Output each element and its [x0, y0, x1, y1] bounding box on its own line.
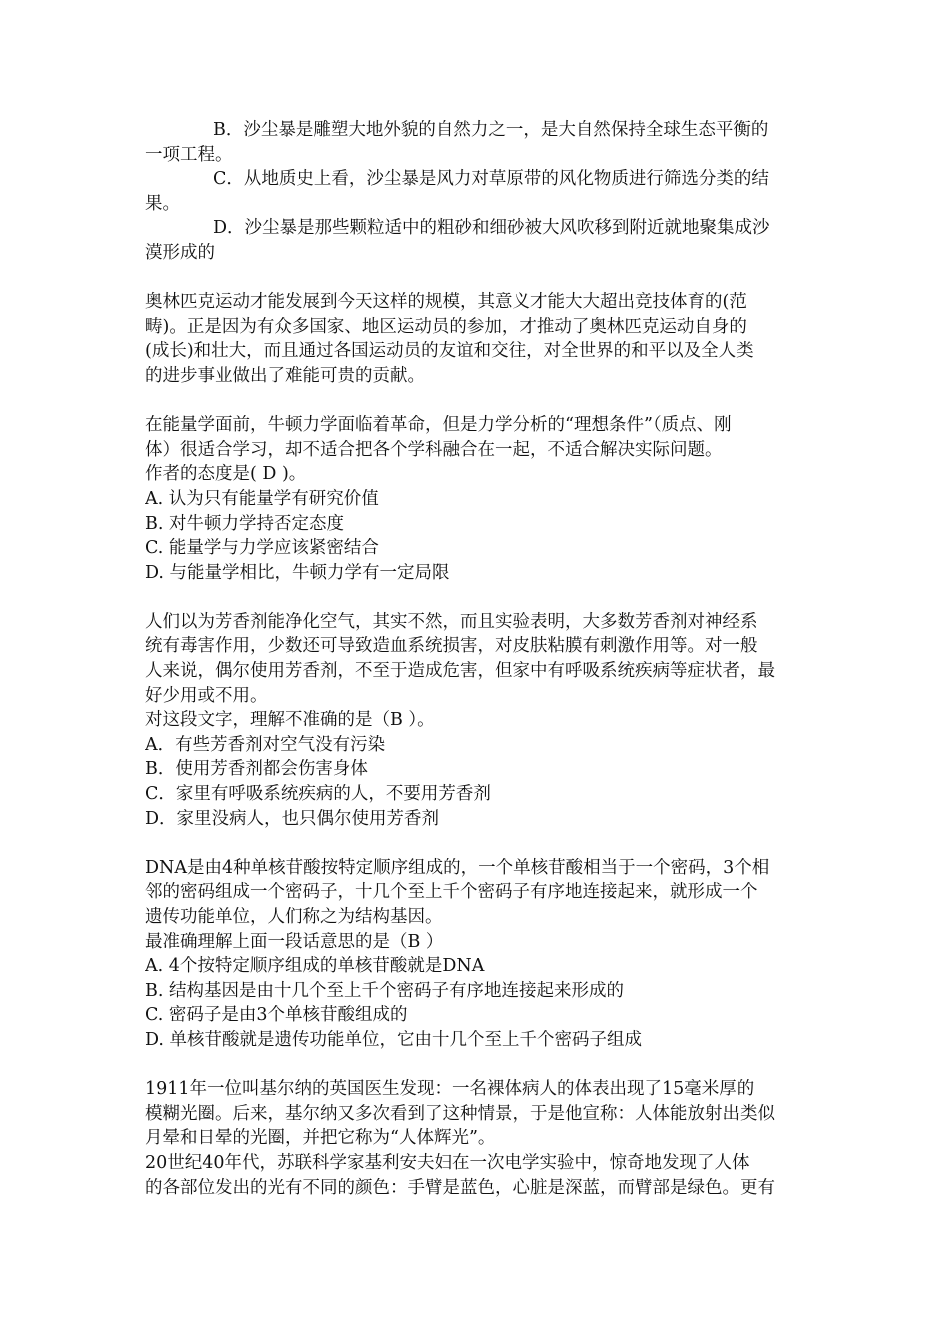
- paragraph-line: DNA是由4种单核苷酸按特定顺序组成的，一个单核苷酸相当于一个密码，3个相: [145, 857, 770, 878]
- option-d: D. 单核苷酸就是遗传功能单位，它由十几个至上千个密码子组成: [145, 1029, 643, 1050]
- option-c: C. 能量学与力学应该紧密结合: [145, 538, 379, 559]
- spacer: [145, 831, 815, 856]
- document-body: [145, 118, 815, 1200]
- option-d: D．沙尘暴是那些颗粒适中的粗砂和细砂被大风吹移到附近就地聚集成沙: [213, 218, 770, 239]
- option-d-cont: 漠形成的: [145, 242, 215, 263]
- paragraph-line: 邻的密码组成一个密码子，十几个至上千个密码子有序地连接起来，就形成一个: [145, 882, 758, 903]
- paragraph-line: 1911年一位叫基尔纳的英国医生发现：一名裸体病人的体表出现了15毫米厚的: [145, 1079, 755, 1100]
- option-c: C．家里有呼吸系统疾病的人，不要用芳香剂: [145, 784, 491, 805]
- option-a: A. 4个按特定顺序组成的单核苷酸就是DNA: [145, 956, 485, 977]
- paragraph-line: 人来说，偶尔使用芳香剂，不至于造成危害，但家中有呼吸系统疾病等症状者，最: [145, 661, 775, 682]
- paragraph-line: 好少用或不用。: [145, 685, 268, 706]
- option-b: B. 结构基因是由十几个至上千个密码子有序地连接起来形成的: [145, 980, 624, 1001]
- option-b-cont: 一项工程。: [145, 144, 233, 165]
- paragraph-line: 月晕和日晕的光圈，并把它称为“人体辉光”。: [145, 1128, 496, 1149]
- option-b: B. 对牛顿力学持否定态度: [145, 513, 344, 534]
- paragraph-line: 的进步事业做出了难能可贵的贡献。: [145, 365, 425, 386]
- paragraph-line: 遗传功能单位，人们称之为结构基因。: [145, 907, 443, 927]
- question-prompt: 最准确理解上面一段话意思的是（B ）: [145, 931, 444, 952]
- paragraph-line: 20世纪40年代，苏联科学家基利安夫妇在一次电学实验中，惊奇地发现了人体: [145, 1152, 750, 1173]
- option-c: C. 密码子是由3个单核苷酸组成的: [145, 1005, 408, 1026]
- spacer: [145, 1053, 815, 1078]
- option-c: C．从地质史上看，沙尘暴是风力对草原带的风化物质进行筛选分类的结: [213, 169, 769, 190]
- aura-paragraph: [145, 1077, 815, 1200]
- option-d: D．家里没病人，也只偶尔使用芳香剂: [145, 808, 440, 829]
- dna-question: [145, 856, 815, 1053]
- paragraph-line: 的各部位发出的光有不同的颜色：手臂是蓝色，心脏是深蓝，而臂部是绿色。更有: [145, 1177, 775, 1198]
- paragraph-line: 在能量学面前，牛顿力学面临着革命，但是力学分析的“理想条件”（质点、刚: [145, 415, 732, 436]
- option-b: B．沙尘暴是雕塑大地外貌的自然力之一，是大自然保持全球生态平衡的: [213, 120, 769, 140]
- energy-question: [145, 413, 815, 585]
- spacer: [145, 266, 815, 291]
- spacer: [145, 389, 815, 414]
- option-d: D. 与能量学相比，牛顿力学有一定局限: [145, 562, 450, 583]
- paragraph-line: 人们以为芳香剂能净化空气，其实不然，而且实验表明，大多数芳香剂对神经系: [145, 611, 758, 632]
- option-a: A．有些芳香剂对空气没有污染: [145, 734, 386, 755]
- paragraph-line: 奥林匹克运动才能发展到今天这样的规模，其意义才能大大超出竞技体育的(范: [145, 292, 747, 313]
- question-prompt: 对这段文字，理解不准确的是（B ）。: [145, 710, 435, 731]
- aroma-question: [145, 610, 815, 831]
- question-prompt: 作者的态度是( D )。: [145, 464, 307, 485]
- paragraph-line: 畴)。正是因为有众多国家、地区运动员的参加，才推动了奥林匹克运动自身的: [145, 316, 747, 337]
- paragraph-line: 体）很适合学习，却不适合把各个学科融合在一起，不适合解决实际问题。: [145, 439, 723, 460]
- option-b: B．使用芳香剂都会伤害身体: [145, 759, 368, 780]
- paragraph-line: 统有毒害作用，少数还可导致造血系统损害，对皮肤粘膜有刺激作用等。对一般: [145, 636, 758, 657]
- prev-question-options: [145, 118, 815, 266]
- olympic-paragraph: [145, 290, 815, 388]
- paragraph-line: 模糊光圈。后来，基尔纳又多次看到了这种情景，于是他宣称：人体能放射出类似: [145, 1103, 775, 1124]
- spacer: [145, 585, 815, 610]
- option-a: A. 认为只有能量学有研究价值: [145, 488, 379, 509]
- option-c-cont: 果。: [145, 193, 180, 214]
- paragraph-line: (成长)和壮大，而且通过各国运动员的友谊和交往，对全世界的和平以及全人类: [145, 341, 754, 362]
